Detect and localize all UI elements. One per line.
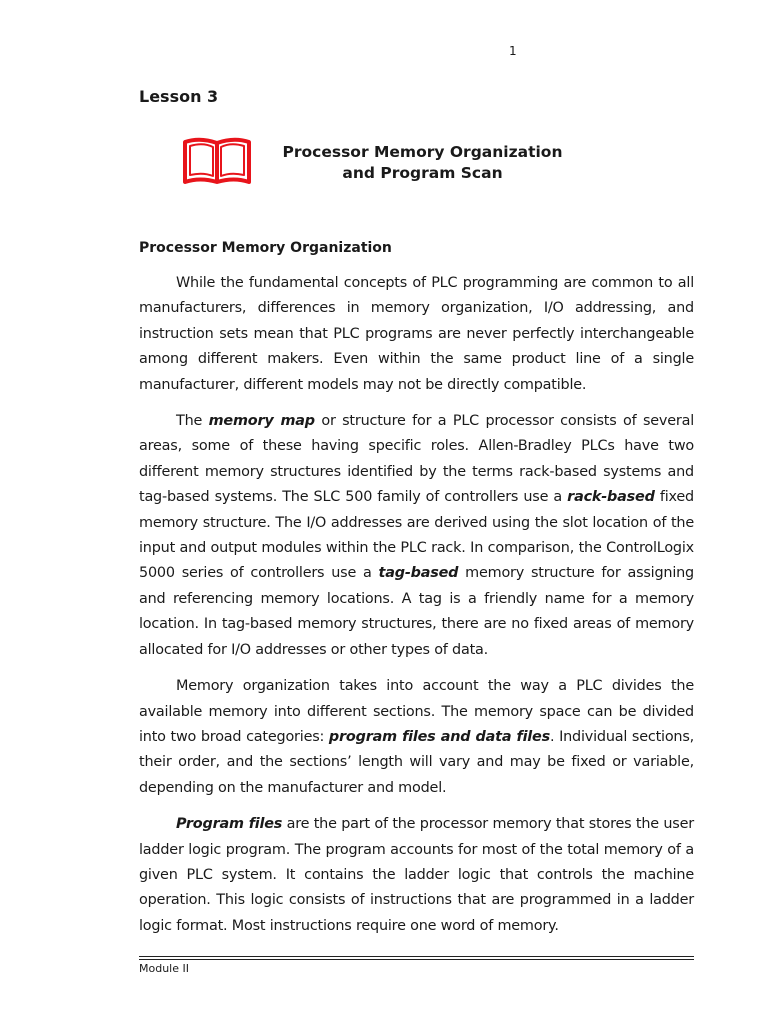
paragraph-4 xyxy=(139,812,694,939)
emphasis-memory-map: memory map xyxy=(208,413,315,430)
emphasis-tag-based: tag-based xyxy=(378,565,459,582)
footer-rule xyxy=(139,956,694,960)
paragraph-2-text-1: The xyxy=(176,413,209,430)
emphasis-rack-based: rack-based xyxy=(567,489,655,506)
footer-label: Module II xyxy=(139,962,189,975)
chapter-title-line1: Processor Memory Organization xyxy=(282,143,563,161)
chapter-title xyxy=(270,142,575,184)
body-text xyxy=(139,271,694,950)
lesson-title: Lesson 3 xyxy=(139,87,219,106)
paragraph-3-text-1: Memory organization takes into account the way a PLC divides the available memory into different sections. The memory space can be divided into two broad categories: xyxy=(139,678,694,745)
paragraph-3-text-2: . Individual sections, their order, and the sections’ length will vary and may be fixed or variable, depending on the manufacturer and model. xyxy=(139,728,695,796)
page-number: 1 xyxy=(509,44,517,58)
emphasis-program-and-data-files: program files and data files xyxy=(328,728,550,745)
paragraph-2-text-2: or structure for a PLC processor consists of several areas, some of these having specific roles. Allen-Bradley PLCs have two different memory structures identified by the terms rack-based systems and tag-based systems. The SLC 500 family of controllers use a xyxy=(139,413,694,506)
paragraph-2 xyxy=(139,409,694,663)
open-book-icon xyxy=(182,136,252,186)
section-heading: Processor Memory Organization xyxy=(139,240,392,256)
emphasis-program-files: Program files xyxy=(176,816,283,833)
paragraph-3 xyxy=(139,674,694,801)
paragraph-1: While the fundamental concepts of PLC programming are common to all manufacturers, differences in memory organization, I/O addressing, and instruction sets mean that PLC programs are never perfectly interchangeable among different makers. Even within the same product line of a single manufacturer, different models may not be directly compatible. xyxy=(139,275,694,393)
paragraph-2-text-4: memory structure for assigning and referencing memory locations. A tag is a friendly name for a memory location. In tag-based memory structures, there are no fixed areas of memory allocated for I/O addresses or other types of data. xyxy=(139,565,694,658)
paragraph-4-text-1: are the part of the processor memory that stores the user ladder logic program. The program accounts for most of the total memory of a given PLC system. It contains the ladder logic that controls the machine operation. This logic consists of instructions that are programmed in a ladder logic format. Most instructions require one word of memory. xyxy=(139,816,694,934)
paragraph-2-text-3: fixed memory structure. The I/O addresses are derived using the slot location of the input and output modules within the PLC rack. In comparison, the ControlLogix 5000 series of controllers use a xyxy=(139,489,694,582)
chapter-title-line2: and Program Scan xyxy=(342,164,503,182)
